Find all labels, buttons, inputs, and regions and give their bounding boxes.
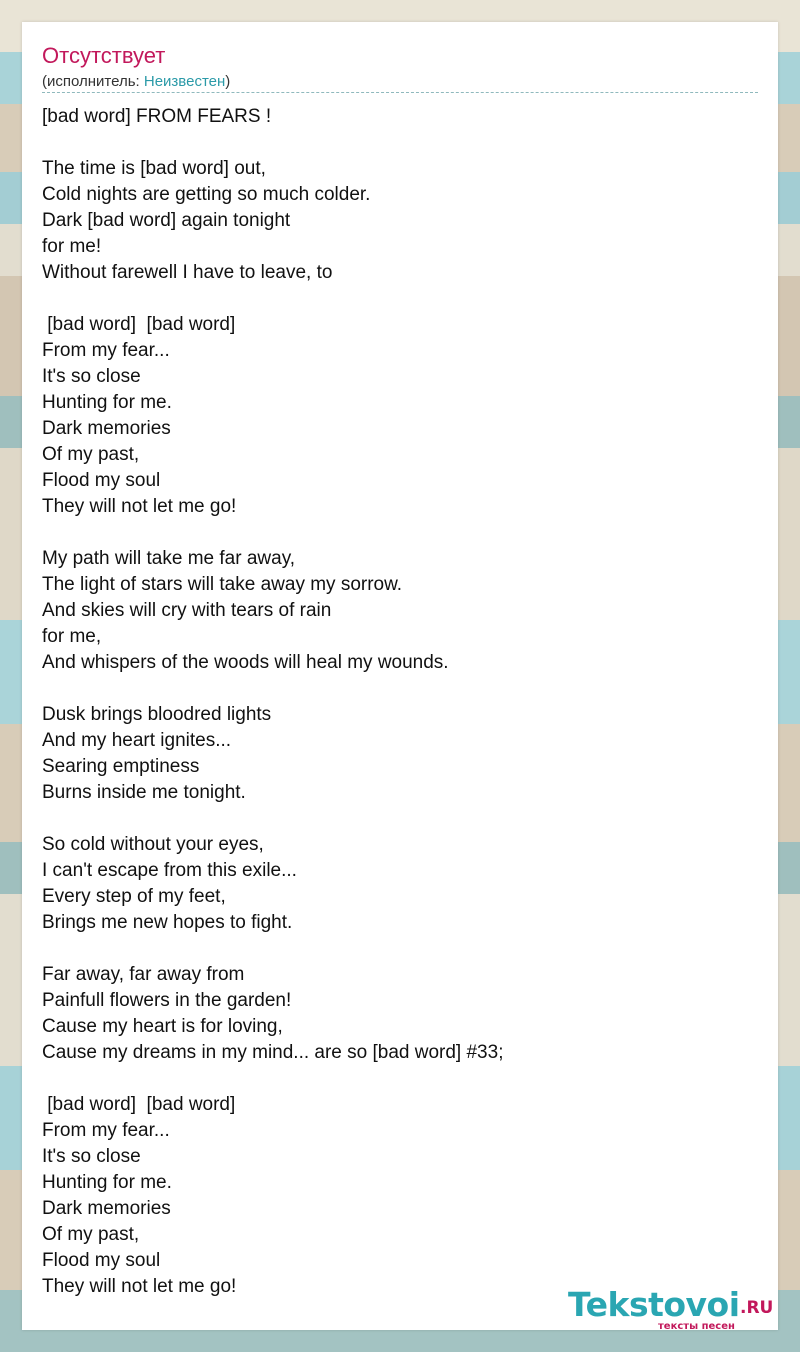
logo-wordmark: Tekstovoi — [568, 1285, 740, 1324]
site-logo[interactable] — [568, 1287, 778, 1331]
lyrics-text: [bad word] FROM FEARS ! The time is [bad word] out, Cold nights are getting so much colder. Dark [bad word] again tonight for me! Without farewell I have to leave, to [bad word] [bad word] From my fear... It's so close Hunting for me. Dark memories Of my past, Flood my soul They will not let me go! My path will take me far away, The light of stars will take away my sorrow. And skies will cry with tears of rain for me, And whispers of the woods will heal my wounds. Dusk brings bloodred lights And my heart ignites... Searing emptiness Burns inside me tonight. So cold without your eyes, I can't escape from this exile... Every step of my feet, Brings me new hopes to fight. Far away, far away from Painfull flowers in the garden! Cause my heart is for loving, Cause my dreams in my mind... are so [bad word] #33; [bad word] [bad word] From my fear... It's so close Hunting for me. Dark memories Of my past, Flood my soul They will not let me go! — [42, 106, 504, 1297]
artist-link[interactable]: Неизвестен — [143, 73, 226, 90]
logo-domain: .RU — [740, 1298, 774, 1318]
header-divider — [42, 92, 758, 93]
logo-tagline: тексты песен — [658, 1321, 735, 1332]
lyrics-card — [22, 22, 778, 1330]
artist-line — [42, 72, 230, 92]
artist-suffix: ) — [225, 73, 231, 90]
song-title: Отсутствует — [42, 43, 166, 68]
artist-prefix: (исполнитель: — [42, 73, 144, 90]
